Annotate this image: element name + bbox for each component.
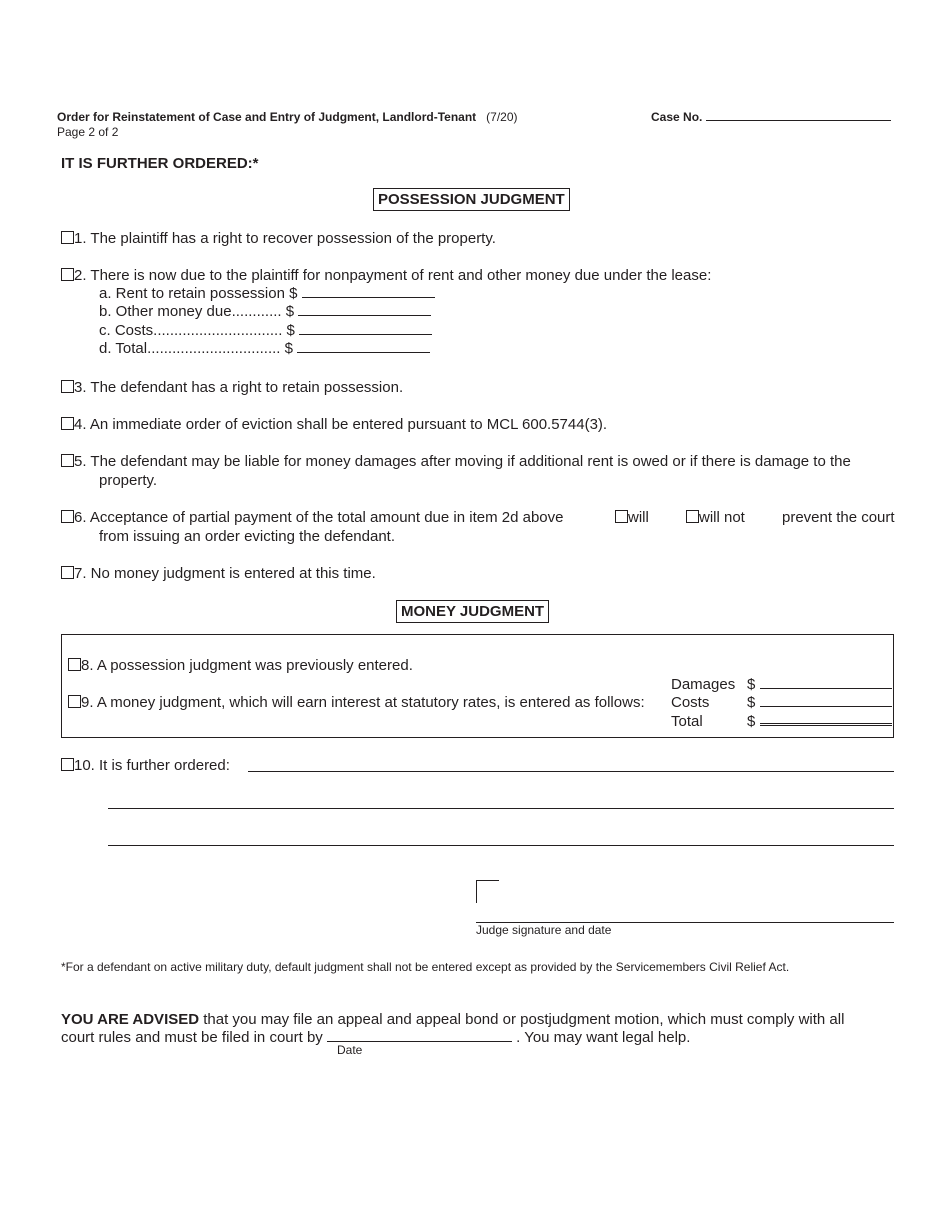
damages-label: Damages	[671, 676, 736, 693]
item-4-checkbox[interactable]	[61, 417, 74, 430]
will-checkbox[interactable]	[615, 510, 628, 523]
judge-signature-label: Judge signature and date	[476, 923, 612, 937]
item-6-continued: from issuing an order evicting the defendant.	[99, 528, 396, 545]
advisement-bold: YOU ARE ADVISED	[61, 1011, 200, 1028]
will-label: will	[628, 509, 649, 526]
item-8	[68, 656, 413, 675]
item-1-checkbox[interactable]	[61, 231, 74, 244]
will-not-label: will not	[699, 509, 745, 526]
item-2c-costs: c. Costs............................... $	[99, 322, 432, 341]
item-6-prevent: prevent the court	[782, 509, 895, 526]
item-6-will-not-option	[686, 508, 745, 527]
item-6-will-option	[615, 508, 649, 527]
total-input-line[interactable]	[297, 352, 430, 353]
total-field: $	[747, 712, 892, 731]
item-3	[61, 378, 403, 397]
item-4	[61, 415, 607, 434]
page-number: Page 2 of 2	[57, 125, 119, 139]
possession-judgment-heading: POSSESSION JUDGMENT	[373, 188, 570, 211]
advisement-line-2	[61, 1028, 690, 1047]
case-number-field[interactable]	[651, 110, 891, 124]
form-revision: (7/20)	[486, 110, 518, 124]
item-6-checkbox[interactable]	[61, 510, 74, 523]
item-10-text: 10. It is further ordered:	[74, 757, 230, 774]
item-2b-other-money: b. Other money due............ $	[99, 303, 431, 322]
item-2	[61, 266, 711, 285]
date-label: Date	[337, 1043, 363, 1057]
item-7	[61, 564, 376, 583]
item-2a-rent: a. Rent to retain possession $	[99, 285, 435, 304]
item-3-text: 3. The defendant has a right to retain possession.	[74, 379, 404, 396]
filing-date-input-line[interactable]	[327, 1041, 512, 1042]
item-1	[61, 229, 496, 248]
advisement-line-1	[61, 1010, 844, 1029]
item-9-checkbox[interactable]	[68, 695, 81, 708]
advisement-text-2: court rules and must be filed in court by	[61, 1029, 323, 1046]
money-total-input-line[interactable]	[760, 723, 892, 726]
item-3-checkbox[interactable]	[61, 380, 74, 393]
item-10-line-3[interactable]	[108, 845, 894, 846]
item-6	[61, 508, 563, 527]
item-1-text: 1. The plaintiff has a right to recover possession of the property.	[74, 230, 496, 247]
item-2-checkbox[interactable]	[61, 268, 74, 281]
item-8-checkbox[interactable]	[68, 658, 81, 671]
form-title: Order for Reinstatement of Case and Entry of Judgment, Landlord-Tenant (7/20)	[57, 110, 518, 124]
item-2-text: 2. There is now due to the plaintiff for nonpayment of rent and other money due under the lease:	[74, 267, 712, 284]
further-ordered-heading: IT IS FURTHER ORDERED:*	[61, 155, 259, 172]
item-5-checkbox[interactable]	[61, 454, 74, 467]
costs-field: $	[747, 693, 892, 712]
money-judgment-heading: MONEY JUDGMENT	[396, 600, 549, 623]
money-costs-input-line[interactable]	[760, 706, 892, 707]
damages-field: $	[747, 675, 892, 694]
item-10	[61, 756, 230, 775]
item-10-checkbox[interactable]	[61, 758, 74, 771]
military-footnote: *For a defendant on active military duty, default judgment shall not be entered except as provided by the Servicemembers Civil Relief Act.	[61, 960, 790, 974]
item-6-text: 6. Acceptance of partial payment of the total amount due in item 2d above	[74, 509, 564, 526]
item-10-line-2[interactable]	[108, 808, 894, 809]
item-2d-total: d. Total................................ $	[99, 340, 430, 359]
item-5	[61, 452, 851, 471]
item-9	[68, 693, 645, 712]
costs-input-line[interactable]	[299, 334, 432, 335]
damages-input-line[interactable]	[760, 688, 892, 689]
item-5-continued: property.	[99, 472, 158, 489]
item-7-text: 7. No money judgment is entered at this time.	[74, 565, 376, 582]
item-5-text: 5. The defendant may be liable for money damages after moving if additional rent is owed or if there is damage to the	[74, 453, 851, 470]
advisement-text-3: . You may want legal help.	[516, 1029, 691, 1046]
item-7-checkbox[interactable]	[61, 566, 74, 579]
item-9-text: 9. A money judgment, which will earn interest at statutory rates, is entered as follows:	[81, 694, 645, 711]
case-number-label: Case No.	[651, 110, 703, 124]
item-8-text: 8. A possession judgment was previously entered.	[81, 657, 413, 674]
costs-label: Costs	[671, 694, 710, 711]
case-number-input-line[interactable]	[706, 120, 891, 121]
item-10-line-1[interactable]	[248, 771, 894, 772]
seal-corner-mark	[476, 880, 499, 903]
total-label: Total	[671, 713, 703, 730]
rent-input-line[interactable]	[302, 297, 435, 298]
other-money-input-line[interactable]	[298, 315, 431, 316]
advisement-text-1: that you may file an appeal and appeal bond or postjudgment motion, which must comply with all	[199, 1011, 845, 1028]
item-4-text: 4. An immediate order of eviction shall be entered pursuant to MCL 600.5744(3).	[74, 416, 608, 433]
will-not-checkbox[interactable]	[686, 510, 699, 523]
